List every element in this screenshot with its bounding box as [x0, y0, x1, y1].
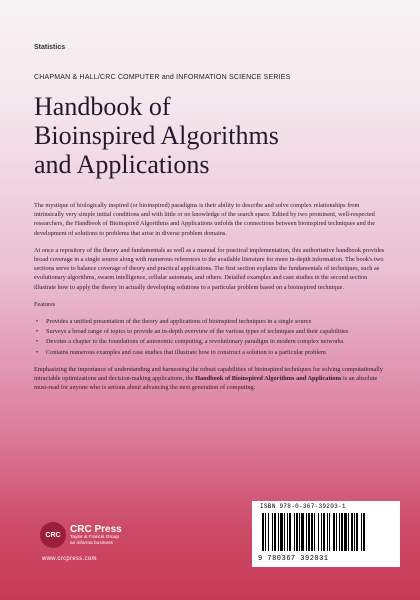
title-line-1: Handbook of	[34, 92, 171, 121]
series-name: CHAPMAN & HALL/CRC COMPUTER and INFORMATION SCIENCE SERIES	[34, 74, 291, 81]
publisher-tagline: an informa business	[70, 540, 113, 546]
publisher-text	[70, 524, 122, 547]
features-list	[34, 317, 386, 357]
features-heading: Features	[34, 300, 56, 308]
blurb-paragraph-1: The mystique of biologically inspired (or bioinspired) paradigms is their ability to describe and solve complex relationships from intrinsically very simple initial conditions and with little or no knowledge of the search space. Edited by two prominent, well-respected researchers, the Handbook of Bioinspired Algorithms and Applications unfolds the connections between bioinspired techniques and the development of solutions to problems that arise in diverse problem domains.	[34, 202, 376, 237]
isbn-label: ISBN 978-0-367-39203-1	[260, 503, 346, 510]
crc-logo-icon: CRC	[40, 522, 66, 548]
feature-item: • Provides a unified presentation of the theory and applications of bioinspired techniques in a single source	[46, 317, 386, 326]
closing-book-title: Handbook of Bioinspired Algorithms and Applications	[195, 375, 342, 383]
publisher-group: Taylor & Francis Group	[70, 534, 120, 540]
feature-item: • Surveys a broad range of topics to provide an in-depth overview of the various types of techniques and their capabilities	[46, 327, 386, 336]
title-line-3: and Applications	[34, 150, 210, 179]
closing-text-end: is an absolute must-read for anyone who is serious about advancing the next generation of computing.	[34, 375, 378, 392]
publisher-name: CRC Press	[70, 523, 122, 535]
blurb-closing	[34, 365, 386, 393]
barcode-icon	[262, 513, 392, 551]
barcode-panel	[252, 501, 400, 567]
barcode-number: 9 780367 392031	[258, 555, 329, 563]
publisher-logo	[40, 522, 122, 548]
title-line-2: Bioinspired Algorithms	[34, 121, 279, 150]
blurb	[34, 201, 386, 400]
subject-label: Statistics	[34, 44, 66, 51]
blurb-paragraph-2: At once a repository of the theory and fundamentals as well as a manual for practical implementation, this authoritative handbook provides broad coverage in a single source along with numerous references to the available literature for more in-depth information. The book's two sections serve to balance coverage of theory and practical applications. The first section explains the fundamentals of techniques, such as evolutionary algorithms, swarm intelligence, cellular automata, and others. Detailed examples and case studies in the second section illustrate how to apply the theory in actually developing solutions to a particular problem based on a bioinspired technique.	[34, 246, 385, 291]
closing-text: Emphasizing the importance of understanding and harnessing the robust capabilities of bioinspired techniques for solving computationally intractable optimizations and decision-making applications, the	[34, 365, 383, 383]
publisher-url: www.crcpress.com	[42, 556, 97, 562]
feature-item: • Devotes a chapter to the foundations of autonomic computing, a revolutionary paradigm in modern complex networks	[46, 337, 386, 346]
book-title	[34, 92, 394, 179]
feature-item: • Contains numerous examples and case studies that illustrate how to construct a solution to a particular problem	[46, 348, 386, 357]
